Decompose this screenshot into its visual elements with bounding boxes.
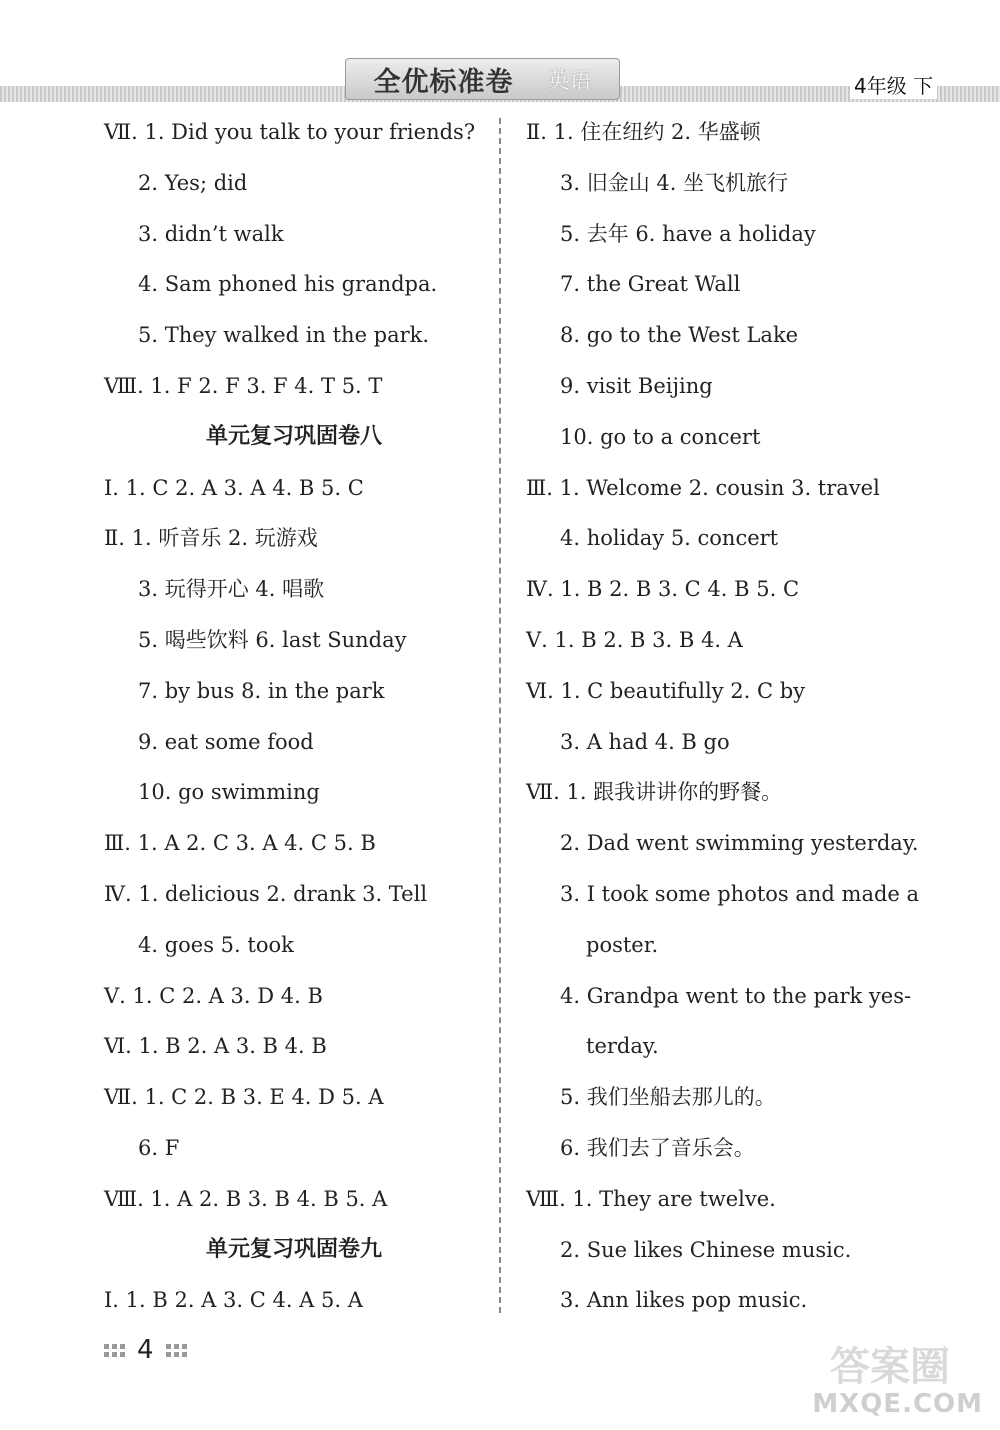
answer-line: 4. Grandpa went to the park yes-	[560, 983, 912, 1008]
answer-line: Ⅶ. 1. Did you talk to your friends?	[104, 120, 476, 144]
page-footer	[104, 1335, 187, 1365]
answer-line: 3. A had 4. B go	[560, 729, 730, 754]
answer-line: 5. They walked in the park.	[138, 323, 430, 348]
book-title: 全优标准卷	[373, 66, 514, 98]
answer-line: terday.	[586, 1034, 659, 1059]
answer-line: 3. 玩得开心 4. 唱歌	[138, 577, 325, 602]
answer-line: Ⅶ. 1. C 2. B 3. E 4. D 5. A	[104, 1085, 384, 1110]
answer-line: 5. 我们坐船去那儿的。	[560, 1085, 776, 1110]
answer-line: 9. eat some food	[138, 729, 314, 754]
answer-line: 8. go to the West Lake	[560, 323, 799, 348]
answer-line: 3. 旧金山 4. 坐飞机旅行	[560, 170, 789, 195]
answer-line: 4. goes 5. took	[138, 932, 294, 957]
answer-line: 9. visit Beijing	[560, 373, 713, 398]
answer-line: 7. the Great Wall	[560, 272, 741, 297]
answer-line: 6. F	[138, 1135, 180, 1160]
answer-line: Ⅵ. 1. B 2. A 3. B 4. B	[104, 1034, 327, 1059]
answer-line: Ⅷ. 1. F 2. F 3. F 4. T 5. T	[104, 373, 383, 398]
answer-line: Ⅲ. 1. Welcome 2. cousin 3. travel	[526, 475, 880, 500]
subject-label: 英语	[547, 68, 592, 94]
answer-line: 10. go to a concert	[560, 424, 761, 449]
footer-dots-right	[166, 1344, 187, 1357]
answer-line: 5. 去年 6. have a holiday	[560, 221, 816, 246]
watermark-text: MXQE.COM	[812, 1389, 983, 1419]
answer-line: 6. 我们去了音乐会。	[560, 1135, 755, 1160]
right-column	[526, 107, 926, 1326]
answer-line: 4. holiday 5. concert	[560, 526, 779, 551]
watermark-logo: 答案圈	[830, 1344, 950, 1390]
answer-line: Ⅳ. 1. B 2. B 3. C 4. B 5. C	[526, 577, 800, 602]
answer-line: 2. Dad went swimming yesterday.	[560, 831, 919, 856]
answer-line: 2. Sue likes Chinese music.	[560, 1237, 852, 1262]
answer-line: 7. by bus 8. in the park	[138, 678, 385, 703]
left-column	[104, 107, 484, 1326]
answer-line: Ⅰ. 1. C 2. A 3. A 4. B 5. C	[104, 475, 364, 500]
answer-line: Ⅰ. 1. B 2. A 3. C 4. A 5. A	[104, 1288, 363, 1313]
page-number: 4	[137, 1335, 154, 1365]
answer-line: 3. I took some photos and made a	[560, 881, 920, 906]
answer-line: Ⅳ. 1. delicious 2. drank 3. Tell	[104, 881, 428, 906]
grade-label: 4年级 下	[850, 70, 937, 99]
answer-line: 2. Yes; did	[138, 170, 248, 195]
answer-line: Ⅷ. 1. They are twelve.	[526, 1186, 776, 1211]
answer-line: Ⅴ. 1. B 2. B 3. B 4. A	[526, 627, 743, 652]
answer-line: Ⅴ. 1. C 2. A 3. D 4. B	[104, 983, 323, 1008]
answer-line: 4. Sam phoned his grandpa.	[138, 272, 438, 297]
answer-line: 3. didn’t walk	[138, 221, 284, 246]
answer-line: 5. 喝些饮料 6. last Sunday	[138, 627, 407, 652]
header-badge	[345, 58, 620, 100]
section-heading: 单元复习巩固卷八	[205, 423, 382, 449]
watermark	[812, 1335, 995, 1425]
answer-line: 10. go swimming	[138, 780, 320, 805]
answer-line: Ⅶ. 1. 跟我讲讲你的野餐。	[526, 780, 783, 805]
answer-line: Ⅱ. 1. 住在纽约 2. 华盛顿	[526, 120, 761, 144]
answer-line: 3. Ann likes pop music.	[560, 1288, 808, 1313]
section-heading: 单元复习巩固卷九	[205, 1236, 382, 1262]
answer-line: poster.	[586, 932, 659, 957]
answer-line: Ⅲ. 1. A 2. C 3. A 4. C 5. B	[104, 831, 376, 856]
column-divider	[499, 118, 501, 1313]
answer-line: Ⅱ. 1. 听音乐 2. 玩游戏	[104, 526, 318, 551]
answer-line: Ⅷ. 1. A 2. B 3. B 4. B 5. A	[104, 1186, 388, 1211]
answer-line: Ⅵ. 1. C beautifully 2. C by	[526, 678, 806, 703]
footer-dots-left	[104, 1344, 125, 1357]
